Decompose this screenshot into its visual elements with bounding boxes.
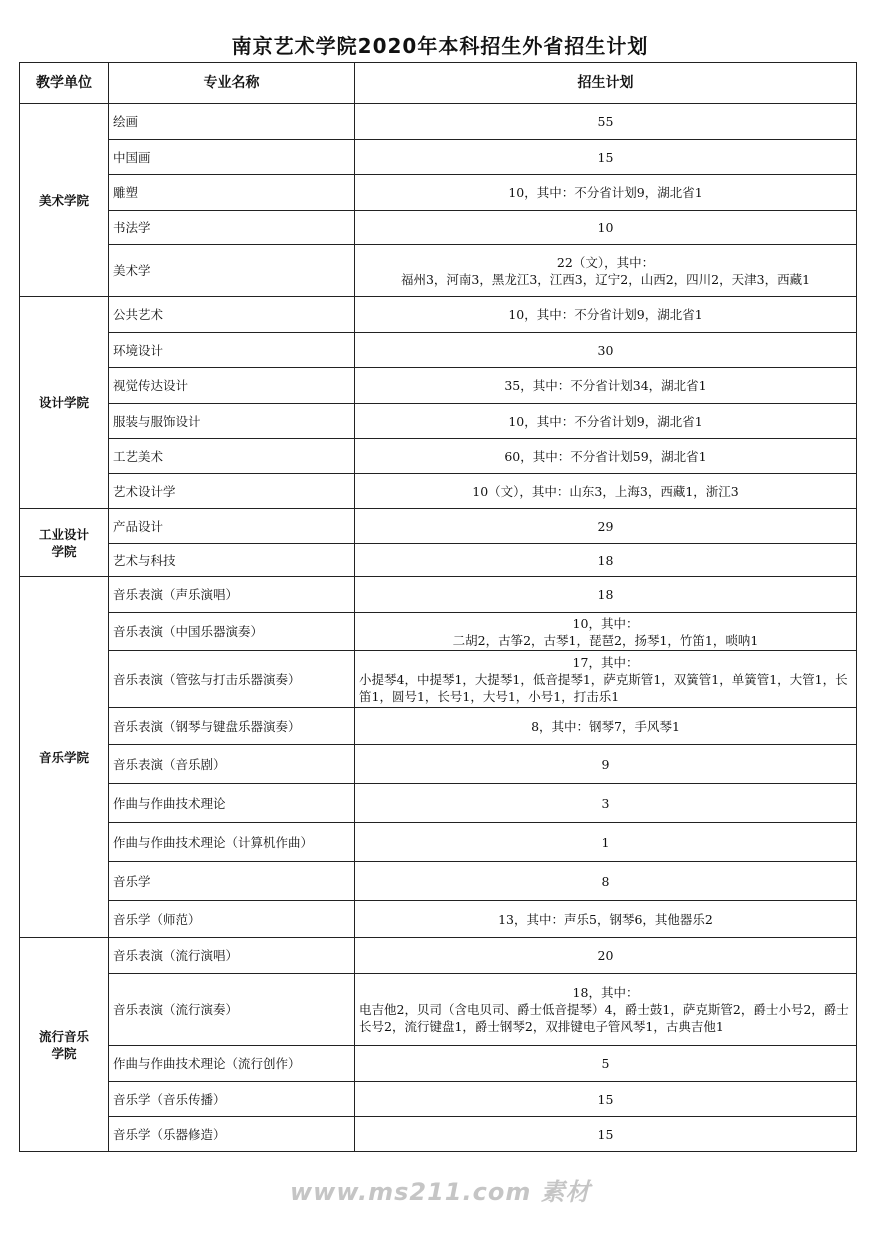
plan-cell: [355, 651, 857, 708]
plan-total: 15: [597, 1091, 614, 1107]
plan-total: 18: [597, 552, 614, 568]
plan-total: 8: [601, 873, 610, 889]
table-row: [20, 245, 857, 297]
major-cell: 绘画: [109, 104, 355, 140]
plan-total: 5: [601, 1056, 610, 1071]
plan-total: 30: [597, 342, 614, 358]
table-row: [20, 974, 857, 1046]
table-row: [20, 404, 857, 439]
table-row: [20, 333, 857, 368]
plan-cell: [355, 974, 857, 1046]
major-cell: 书法学: [109, 211, 355, 245]
unit-cell: 设计学院: [20, 297, 109, 509]
plan-total: 60，其中：不分省计划59，湖北省1: [504, 448, 707, 464]
plan-cell: [355, 938, 857, 974]
major-cell: 音乐学: [109, 862, 355, 901]
major-cell: 作曲与作曲技术理论（计算机作曲）: [109, 823, 355, 862]
major-cell: 中国画: [109, 140, 355, 175]
plan-total: 10，其中：不分省计划9，湖北省1: [508, 185, 703, 200]
plan-total: 10，其中：不分省计划9，湖北省1: [508, 413, 703, 429]
major-cell: 音乐表演（音乐剧）: [109, 745, 355, 784]
table-row: [20, 211, 857, 245]
table-row: [20, 509, 857, 544]
unit-name-line: 学院: [51, 543, 77, 559]
plan-total: 55: [597, 114, 614, 129]
header-plan: 招生计划: [355, 63, 857, 104]
table-row: [20, 1117, 857, 1152]
plan-total: 13，其中：声乐5，钢琴6，其他器乐2: [498, 911, 713, 927]
table-row: [20, 544, 857, 577]
plan-cell: [355, 901, 857, 938]
major-cell: 作曲与作曲技术理论（流行创作）: [109, 1046, 355, 1082]
plan-cell: [355, 104, 857, 140]
major-cell: 音乐表演（管弦与打击乐器演奏）: [109, 651, 355, 708]
table-header-row: [20, 63, 857, 104]
plan-cell: [355, 509, 857, 544]
plan-cell: [355, 175, 857, 211]
plan-total: 20: [597, 948, 614, 963]
plan-total: 15: [597, 1126, 614, 1142]
plan-cell: [355, 140, 857, 175]
major-cell: 作曲与作曲技术理论: [109, 784, 355, 823]
plan-cell: [355, 1117, 857, 1152]
unit-cell: 音乐学院: [20, 577, 109, 938]
plan-total: 10，其中：: [572, 615, 639, 631]
watermark: www.ms211.com 素材: [290, 1178, 591, 1206]
plan-cell: [355, 439, 857, 474]
major-cell: 公共艺术: [109, 297, 355, 333]
unit-name-line: 工业设计: [38, 526, 89, 542]
major-cell: 美术学: [109, 245, 355, 297]
major-cell: 环境设计: [109, 333, 355, 368]
table-row: [20, 1046, 857, 1082]
header-unit: 教学单位: [20, 63, 109, 104]
plan-cell: [355, 544, 857, 577]
plan-detail: 小提琴4，中提琴1，大提琴1，低音提琴1，萨克斯管1，双簧管1，单簧管1，大管1，长笛1，圆号1，长号1，大号1，小号1，打击乐1: [359, 671, 848, 704]
plan-cell: [355, 1046, 857, 1082]
plan-total: 15: [597, 149, 614, 165]
plan-cell: [355, 745, 857, 784]
major-cell: 工艺美术: [109, 439, 355, 474]
major-cell: 音乐表演（流行演奏）: [109, 974, 355, 1046]
enrollment-plan-table: [19, 62, 857, 1152]
plan-total: 17，其中：: [572, 654, 639, 670]
unit-name-line: 学院: [51, 1045, 77, 1061]
major-cell: 音乐学（乐器修造）: [109, 1117, 355, 1152]
plan-detail: 二胡2，古筝2，古琴1，琵琶2，扬琴1，竹笛1，唢呐1: [452, 632, 759, 648]
plan-cell: [355, 862, 857, 901]
major-cell: 音乐表演（流行演唱）: [109, 938, 355, 974]
plan-cell: [355, 245, 857, 297]
major-cell: 音乐表演（中国乐器演奏）: [109, 613, 355, 651]
plan-total: 8，其中：钢琴7，手风琴1: [531, 718, 680, 734]
plan-total: 18: [597, 587, 614, 602]
plan-cell: [355, 211, 857, 245]
table-row: [20, 140, 857, 175]
plan-cell: [355, 474, 857, 509]
plan-cell: [355, 784, 857, 823]
major-cell: 音乐学（音乐传播）: [109, 1082, 355, 1117]
table-row: [20, 175, 857, 211]
table-row: [20, 613, 857, 651]
table-row: [20, 708, 857, 745]
plan-total: 10: [597, 220, 614, 235]
major-cell: 艺术与科技: [109, 544, 355, 577]
plan-total: 10（文），其中：山东3，上海3，西藏1，浙江3: [472, 483, 739, 499]
plan-cell: [355, 823, 857, 862]
unit-name-line: 流行音乐: [38, 1028, 89, 1044]
table-row: [20, 823, 857, 862]
plan-total: 9: [601, 756, 610, 772]
major-cell: 音乐表演（钢琴与键盘乐器演奏）: [109, 708, 355, 745]
major-cell: 艺术设计学: [109, 474, 355, 509]
plan-cell: [355, 708, 857, 745]
table-row: [20, 938, 857, 974]
major-cell: 雕塑: [109, 175, 355, 211]
major-cell: 服装与服饰设计: [109, 404, 355, 439]
plan-cell: [355, 333, 857, 368]
plan-cell: [355, 297, 857, 333]
page-title: 南京艺术学院2020年本科招生外省招生计划: [231, 34, 649, 58]
table-row: [20, 745, 857, 784]
table-row: [20, 577, 857, 613]
plan-cell: [355, 368, 857, 404]
major-cell: 音乐学（师范）: [109, 901, 355, 938]
plan-detail: 电吉他2，贝司（含电贝司、爵士低音提琴）4，爵士鼓1，萨克斯管2，爵士小号2，爵士长号2，流行键盘1，爵士钢琴2，双排键电子管风琴1，古典吉他1: [359, 1002, 849, 1034]
table-row: [20, 651, 857, 708]
plan-cell: [355, 1082, 857, 1117]
unit-cell: [20, 509, 109, 577]
plan-total: 22（文），其中：: [556, 254, 655, 270]
table-row: [20, 474, 857, 509]
table-row: [20, 862, 857, 901]
plan-total: 35，其中：不分省计划34，湖北省1: [504, 378, 707, 393]
unit-cell: [20, 938, 109, 1152]
table-row: [20, 104, 857, 140]
plan-cell: [355, 613, 857, 651]
plan-cell: [355, 404, 857, 439]
header-major: 专业名称: [109, 63, 355, 104]
plan-detail: 福州3，河南3，黑龙江3，江西3，辽宁2，山西2，四川2，天津3，西藏1: [400, 271, 811, 287]
plan-cell: [355, 577, 857, 613]
table-row: [20, 901, 857, 938]
major-cell: 音乐表演（声乐演唱）: [109, 577, 355, 613]
table-row: [20, 1082, 857, 1117]
plan-total: 29: [597, 518, 614, 534]
major-cell: 产品设计: [109, 509, 355, 544]
plan-total: 18，其中：: [572, 985, 639, 1000]
table-row: [20, 439, 857, 474]
plan-total: 10，其中：不分省计划9，湖北省1: [508, 307, 703, 322]
table-row: [20, 297, 857, 333]
table-row: [20, 368, 857, 404]
major-cell: 视觉传达设计: [109, 368, 355, 404]
unit-cell: 美术学院: [20, 104, 109, 297]
plan-total: 3: [601, 795, 610, 811]
plan-total: 1: [601, 834, 610, 850]
table-row: [20, 784, 857, 823]
